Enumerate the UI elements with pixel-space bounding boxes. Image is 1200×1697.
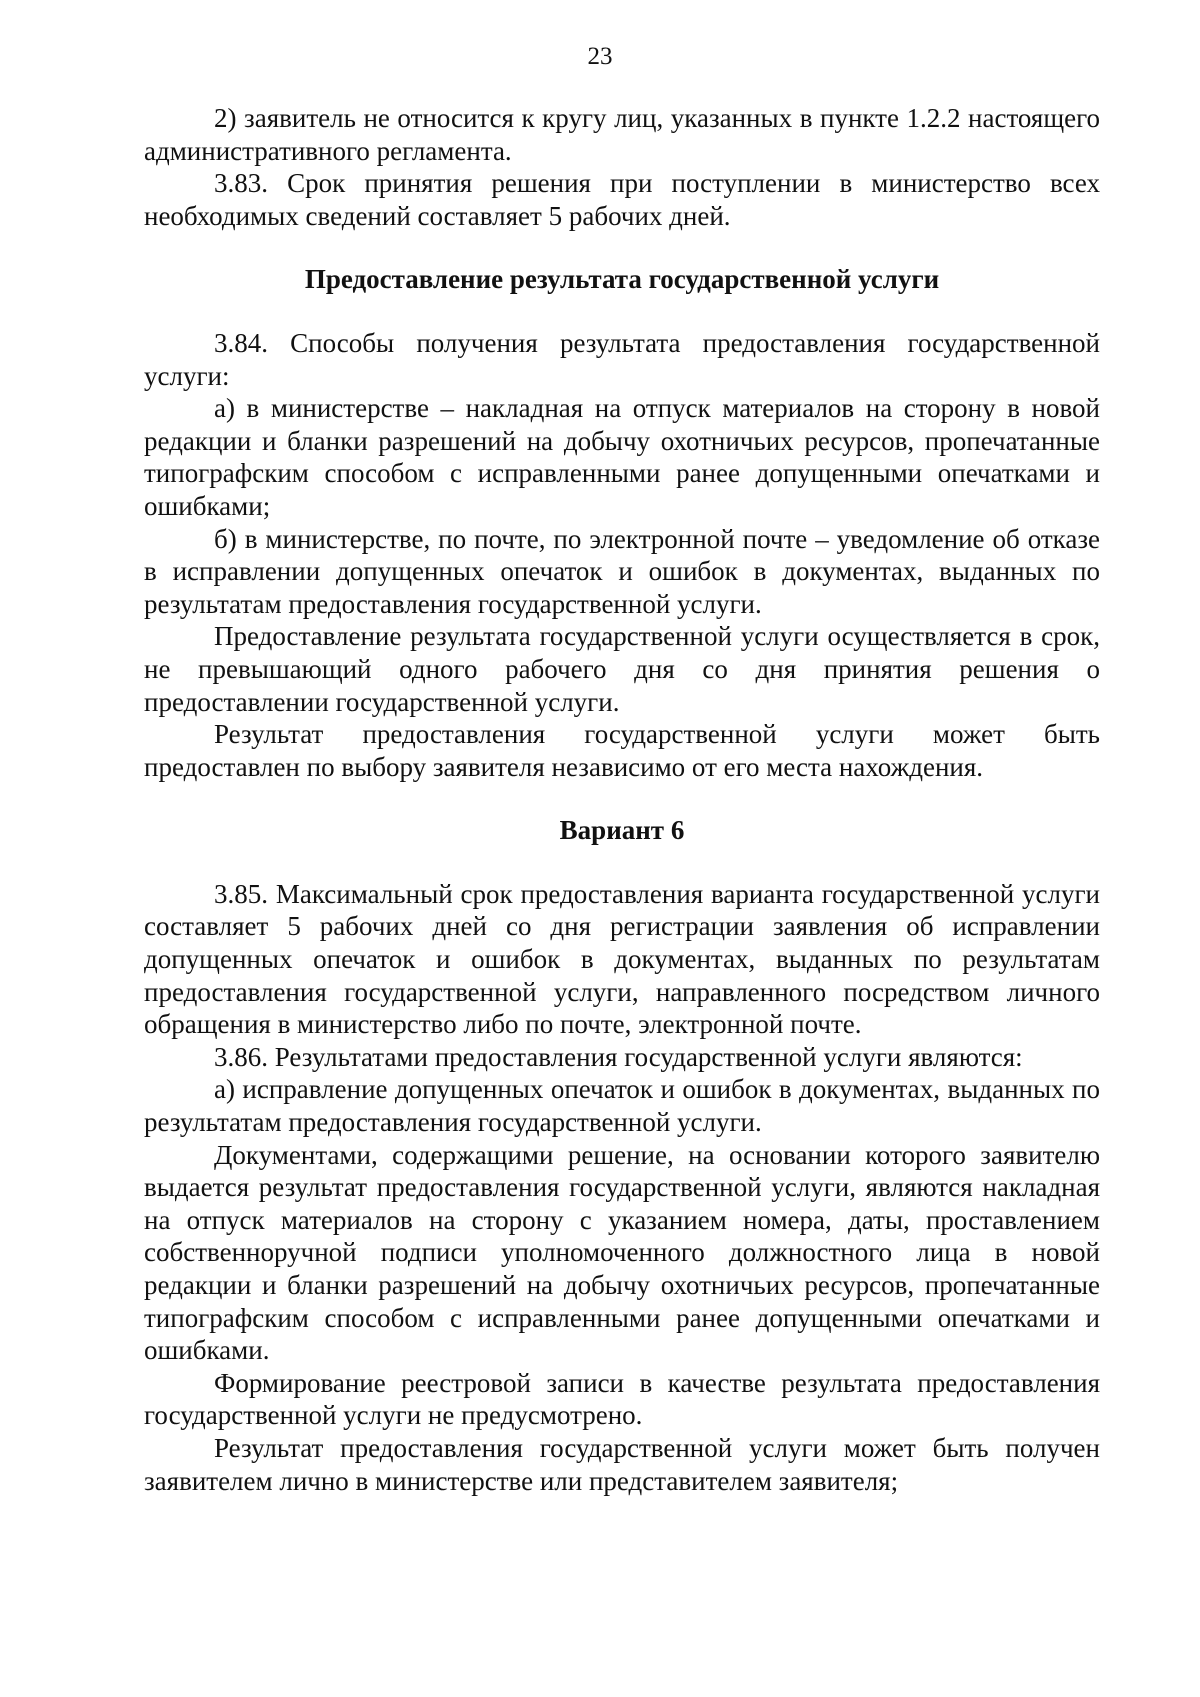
paragraph-3-86-a: а) исправление допущенных опечаток и ошибок в документах, выданных по результатам предоставления государственной услуги. bbox=[144, 1074, 1100, 1138]
paragraph-3-85: 3.85. Максимальный срок предоставления варианта государственной услуги составляет 5 рабочих дней со дня регистрации заявления об исправлении допущенных опечаток и ошибок в документах, выданных по результатам предоставления государственной услуги, направленного посредством личного обращения в министерство либо по почте, электронной почте. bbox=[144, 878, 1100, 1040]
paragraph-applicant-not-eligible: 2) заявитель не относится к кругу лиц, указанных в пункте 1.2.2 настоящего административного регламента. bbox=[144, 103, 1100, 166]
spacer bbox=[144, 296, 1100, 327]
paragraph-result-by-choice: Результат предоставления государственной услуги может быть предоставлен по выбору заявителя независимо от его места нахождения. bbox=[144, 719, 1100, 782]
spacer bbox=[144, 783, 1100, 814]
paragraph-decision-documents: Документами, содержащими решение, на основании которого заявителю выдается результат предоставления государственной услуги, являются накладная на отпуск материалов на сторону с указанием номера, даты, проставлением собственноручной подписи уполномоченного должностного лица в новой редакции и бланки разрешений на добычу охотничьих ресурсов, пропечатанные типографским способом с исправленными ранее допущенными опечатками и ошибками. bbox=[144, 1139, 1100, 1366]
paragraph-3-84-a: а) в министерстве – накладная на отпуск материалов на сторону в новой редакции и бланки разрешений на добычу охотничьих ресурсов, пропечатанные типографским способом с исправленными ранее допущенными опечатками и ошибками; bbox=[144, 393, 1100, 521]
paragraph-result-receipt: Результат предоставления государственной услуги может быть получен заявителем лично в министерстве или представителем заявителя; bbox=[144, 1432, 1100, 1496]
paragraph-3-86: 3.86. Результатами предоставления государственной услуги являются: bbox=[214, 1041, 1023, 1072]
paragraph-3-84-b: б) в министерстве, по почте, по электронной почте – уведомление об отказе в исправлении допущенных опечаток и ошибок в документах, выданных по результатам предоставления государственной услуги. bbox=[144, 523, 1100, 619]
page-number: 23 bbox=[587, 43, 613, 70]
document-body bbox=[144, 102, 1100, 1497]
paragraph-registry-record: Формирование реестровой записи в качестве результата предоставления государственной услуги не предусмотрено. bbox=[144, 1367, 1100, 1431]
section-heading-variant-6: Вариант 6 bbox=[559, 815, 685, 846]
section-heading-result: Предоставление результата государственной услуги bbox=[304, 264, 940, 295]
paragraph-3-83: 3.83. Срок принятия решения при поступлении в министерство всех необходимых сведений составляет 5 рабочих дней. bbox=[144, 168, 1100, 231]
paragraph-result-deadline: Предоставление результата государственной услуги осуществляется в срок, не превышающий одного рабочего дня со дня принятия решения о предоставлении государственной услуги. bbox=[144, 621, 1100, 717]
paragraph-3-84: 3.84. Способы получения результата предоставления государственной услуги: bbox=[144, 327, 1100, 391]
spacer bbox=[144, 232, 1100, 263]
spacer bbox=[144, 847, 1100, 878]
